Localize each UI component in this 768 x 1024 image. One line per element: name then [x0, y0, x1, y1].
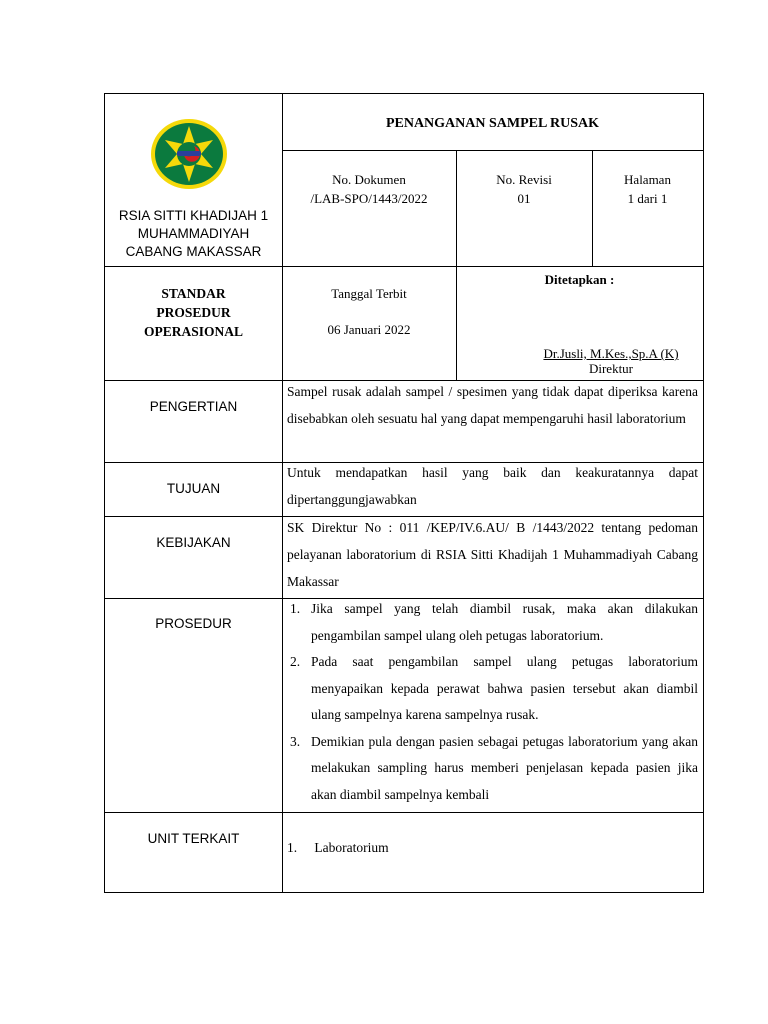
approval-cell — [456, 266, 703, 380]
step-number: 3. — [290, 733, 301, 749]
divider-prosedur — [105, 812, 703, 813]
revision-value: 01 — [517, 191, 531, 206]
kebijakan-text: SK Direktur No : 011 /KEP/IV.6.AU/ B /1443/2022 tentang pedoman pelayanan laboratorium di RSIA Sitti Khadijah 1 Muhammadiyah Cabang Makassar — [287, 520, 698, 589]
signer-name: Dr.Jusli, M.Kes.,Sp.A (K) — [543, 346, 679, 361]
spo-label-line-2: PROSEDUR — [156, 305, 231, 320]
doc-number-value: /LAB-SPO/1443/2022 — [310, 191, 428, 206]
prosedur-steps — [287, 596, 698, 808]
page-label: Halaman — [624, 172, 671, 187]
doc-number-label: No. Dokumen — [332, 172, 406, 187]
prosedur-step — [287, 596, 698, 649]
approved-label: Ditetapkan : — [544, 272, 615, 287]
prosedur-step — [287, 649, 698, 729]
step-number: 2. — [290, 654, 301, 669]
signer-title: Direktur — [588, 361, 634, 376]
tujuan-label: TUJUAN — [166, 481, 221, 496]
prosedur-label: PROSEDUR — [155, 616, 232, 631]
issue-date-label: Tanggal Terbit — [331, 286, 407, 301]
divider-revision-page — [592, 150, 593, 266]
issue-date-cell — [282, 284, 456, 339]
step-number: 1. — [290, 601, 301, 616]
prosedur-step — [287, 729, 698, 809]
step-text: Jika sampel yang telah diambil rusak, maka akan dilakukan pengambilan sampel ulang oleh petugas laboratorium. — [311, 601, 698, 643]
step-text: Demikian pula dengan pasien sebagai petugas laboratorium yang akan melakukan sampling harus memberi penjelasan kepada pasien jika akan diambil sampelnya kembali — [311, 733, 698, 802]
muhammadiyah-logo-icon — [149, 114, 229, 194]
revision-cell — [456, 170, 592, 208]
kebijakan-label: KEBIJAKAN — [156, 535, 231, 550]
spo-label-line-1: STANDAR — [161, 286, 226, 301]
list-item — [287, 839, 698, 857]
spo-label — [105, 284, 282, 341]
doc-number-cell — [282, 170, 456, 208]
issue-date-value: 06 Januari 2022 — [327, 322, 411, 337]
spo-document — [104, 93, 704, 893]
unit-terkait-list — [287, 839, 698, 857]
document-title: PENANGANAN SAMPEL RUSAK — [385, 116, 600, 131]
logo-cell — [105, 94, 282, 266]
item-number: 1. — [287, 840, 298, 855]
divider-title — [282, 150, 703, 151]
item-text: Laboratorium — [314, 840, 389, 855]
institution-line-2: MUHAMMADIYAH — [137, 226, 250, 241]
spo-label-line-3: OPERASIONAL — [143, 324, 243, 339]
step-text: Pada saat pengambilan sampel ulang petugas laboratorium menyapaikan kepada perawat bahwa pasien tersebut akan diambil ulang sampelnya karena sampelnya rusak. — [311, 654, 698, 722]
tujuan-text: Untuk mendapatkan hasil yang baik dan keakuratannya dapat dipertanggungjawabkan — [287, 465, 698, 507]
unit-terkait-label: UNIT TERKAIT — [147, 831, 240, 846]
page-value: 1 dari 1 — [627, 191, 668, 206]
pengertian-label: PENGERTIAN — [149, 399, 238, 414]
institution-line-3: CABANG MAKASSAR — [125, 244, 262, 259]
page-cell — [592, 170, 703, 208]
divider-left-column — [282, 94, 283, 892]
pengertian-text: Sampel rusak adalah sampel / spesimen yang tidak dapat diperiksa karena disebabkan oleh sesuatu hal yang dapat mempengaruhi hasil laboratorium — [287, 384, 698, 426]
revision-label: No. Revisi — [496, 172, 552, 187]
institution-line-1: RSIA SITTI KHADIJAH 1 — [118, 208, 269, 223]
institution-name — [105, 207, 282, 261]
